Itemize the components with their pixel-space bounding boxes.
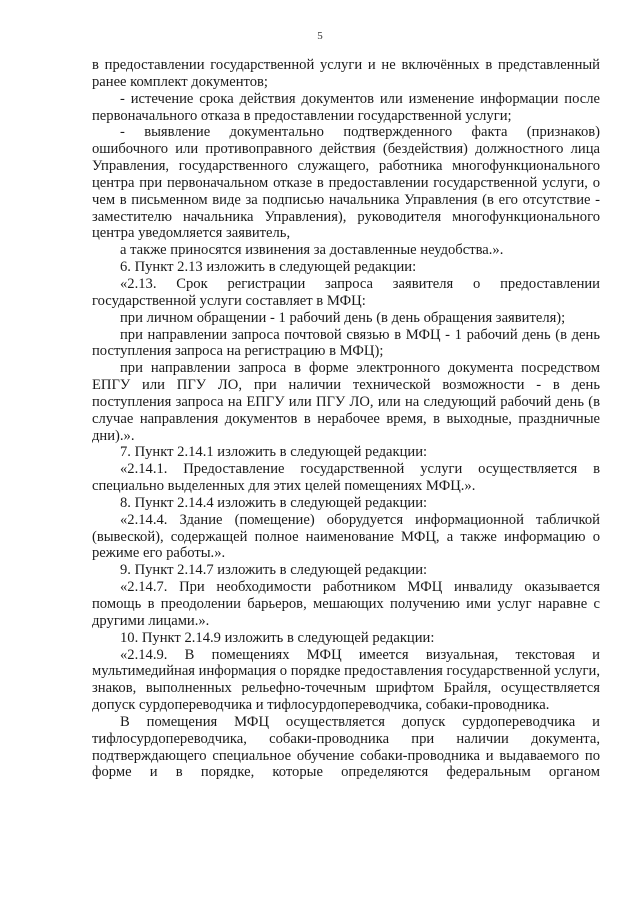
paragraph: «2.14.9. В помещениях МФЦ имеется визуальная, текстовая и мультимедийная информация о порядке предоставления государственной услуги, знаков, выполненных рельефно-точечным шрифтом Брайля, осуществляется допуск сурдопереводчика и тифлосурдопереводчика, собаки-проводника. bbox=[92, 646, 600, 714]
paragraph: при направлении запроса почтовой связью в МФЦ - 1 рабочий день (в день поступления запроса на регистрацию в МФЦ); bbox=[92, 326, 600, 360]
paragraph: 8. Пункт 2.14.4 изложить в следующей редакции: bbox=[120, 494, 428, 511]
paragraph: «2.14.7. При необходимости работником МФЦ инвалиду оказывается помощь в преодолении барьеров, мешающих получению ими услуг наравне с другими лицами.». bbox=[92, 579, 600, 629]
document-body bbox=[92, 57, 600, 781]
paragraph: 6. Пункт 2.13 изложить в следующей редакции: bbox=[120, 259, 417, 276]
paragraph: «2.14.4. Здание (помещение) оборудуется информационной табличкой (вывеской), содержащей полное наименование МФЦ, а также информацию о режиме его работы.». bbox=[92, 511, 600, 562]
paragraph: при направлении запроса в форме электронного документа посредством ЕПГУ или ПГУ ЛО, при наличии технической возможности - в день поступления запроса на ЕПГУ или ПГУ ЛО, или на следующий рабочий день (в случае направления документов в нерабочее время, в выходные, праздничные дни).». bbox=[92, 360, 600, 444]
paragraph: 9. Пункт 2.14.7 изложить в следующей редакции: bbox=[120, 562, 428, 579]
paragraph: - выявление документально подтвержденного факта (признаков) ошибочного или противоправного действия (бездействия) должностного лица Управления, государственного служащего, работника многофункционального центра при первоначальном отказе в предоставлении государственной услуги, о чем в письменном виде за подписью начальника Управления (в его отсутствие - заместителю начальника Управления), руководителя многофункционального центра уведомляется заявитель, bbox=[92, 124, 600, 242]
paragraph: 7. Пункт 2.14.1 изложить в следующей редакции: bbox=[120, 444, 428, 461]
page-number: 5 bbox=[317, 30, 323, 42]
paragraph: В помещения МФЦ осуществляется допуск сурдопереводчика и тифлосурдопереводчика, собаки-проводника при наличии документа, подтверждающего специальное обучение собаки-проводника и выдаваемого по форме и в порядке, которые определяются федеральным органом bbox=[92, 713, 600, 781]
paragraph: а также приносятся извинения за доставленные неудобства.». bbox=[120, 242, 504, 259]
paragraph: «2.13. Срок регистрации запроса заявителя о предоставлении государственной услуги составляет в МФЦ: bbox=[92, 275, 600, 309]
paragraph: 10. Пункт 2.14.9 изложить в следующей редакции: bbox=[120, 629, 435, 646]
paragraph: в предоставлении государственной услуги и не включённых в представленный ранее комплект документов; bbox=[92, 57, 600, 90]
paragraph: при личном обращении - 1 рабочий день (в день обращения заявителя); bbox=[120, 309, 566, 326]
paragraph: «2.14.1. Предоставление государственной услуги осуществляется в специально выделенных для этих целей помещениях МФЦ.». bbox=[92, 461, 600, 495]
paragraph: - истечение срока действия документов или изменение информации после первоначального отказа в предоставлении государственной услуги; bbox=[92, 90, 600, 124]
